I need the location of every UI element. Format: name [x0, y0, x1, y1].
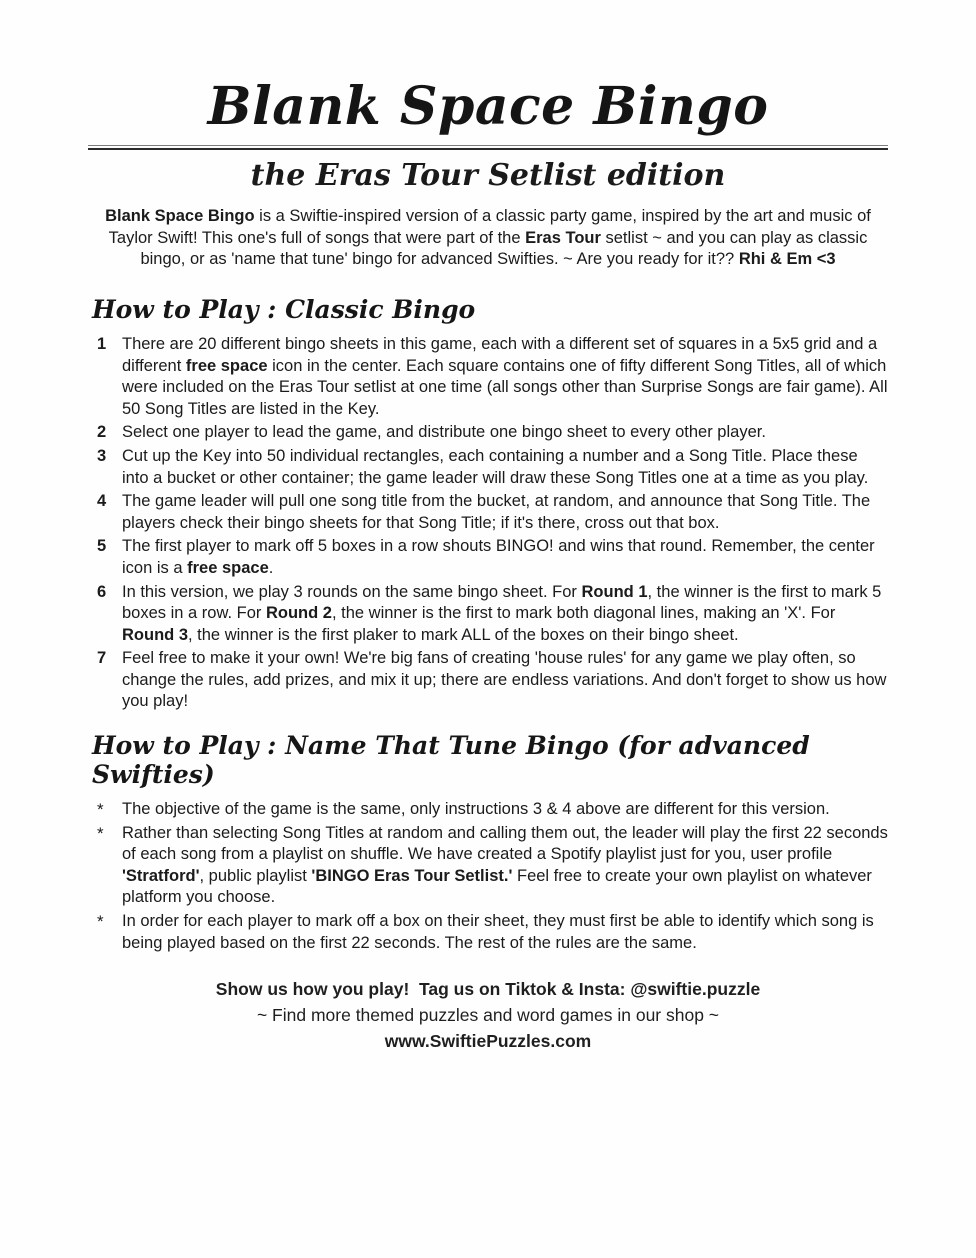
name-that-tune-instructions: [88, 799, 888, 954]
list-item-2: [88, 422, 888, 444]
item-text-7: Feel free to make it your own! We're big fans of creating 'house rules' for any game we play often, so change the rules, add prizes, and mix it up; there are endless variations. And don't forget to show us how you play!: [122, 649, 887, 711]
intro-bold-signature: Rhi & Em <3: [738, 250, 836, 269]
item1-text-pre: There are 20 different bingo sheets in this game, each with a different set of squares in a 5x5 grid and a different: [122, 334, 878, 375]
intro-text-1: is a Swiftie-inspired version of a classic party game, inspired by the art and music of Taylor Swift! This one's full of songs that were part of the: [108, 207, 871, 247]
page-title: Blank Space Bingo: [207, 76, 769, 137]
list-item-7: [88, 648, 888, 713]
item5-text-post: .: [268, 558, 274, 577]
item6-text-4: , the winner is the first plaker to mark ALL of the boxes on their bingo sheet.: [188, 625, 739, 644]
list-item-5: [88, 536, 888, 579]
list-item-4: [88, 491, 888, 534]
item-number-6: 6: [97, 582, 107, 601]
item-number-2: 2: [97, 423, 107, 442]
item-text-5: [122, 536, 888, 579]
item-text-1: [122, 334, 888, 420]
footer: [88, 976, 888, 1054]
section-heading-classic-bingo: How to Play : Classic Bingo: [92, 294, 476, 324]
item6-bold-round-3: Round 3: [122, 625, 188, 644]
item-number-1: 1: [97, 334, 107, 353]
item1-text-post: icon in the center. Each square contains one of fifty different Song Titles, all of which were included on the Eras Tour setlist at one time (all songs other than Surprise Songs are fair game). All 50 Song Titles are listed in the Key.: [122, 356, 888, 418]
footer-website-url: www.SwiftiePuzzles.com: [384, 1031, 592, 1052]
item5-text-pre: The first player to mark off 5 boxes in a row shouts BINGO! and wins that round. Remember, the center icon is a: [122, 537, 875, 577]
bullet2-text-3: Feel free to create your own playlist on whatever platform you choose.: [122, 866, 872, 907]
bullet-text-1: The objective of the game is the same, only instructions 3 & 4 above are different for this version.: [122, 800, 830, 819]
list-item-1: [88, 334, 888, 420]
item-text-2: Select one player to lead the game, and distribute one bingo sheet to every other player.: [122, 423, 766, 442]
intro-bold-game-name: Blank Space Bingo: [105, 207, 255, 226]
classic-bingo-instructions: [88, 334, 888, 713]
bullet-marker-1: *: [97, 800, 104, 820]
item6-bold-round-2: Round 2: [265, 604, 332, 623]
list-item-6: [88, 582, 888, 647]
bullet-marker-2: *: [97, 823, 104, 843]
item-text-3: Cut up the Key into 50 individual rectangles, each containing a number and a Song Title. Place these into a bucket or other container; the game leader will draw these Song Titles one at a time as you play.: [122, 446, 869, 487]
item6-text-3: , the winner is the first to mark both diagonal lines, making an 'X'. For: [331, 604, 836, 623]
item-number-3: 3: [97, 446, 107, 465]
item6-text-1: In this version, we play 3 rounds on the same bingo sheet. For: [122, 582, 582, 601]
bullet-item-1: [88, 799, 888, 821]
item6-text-2: , the winner is the first to mark 5 boxes in a row. For: [122, 582, 882, 623]
item5-bold-free-space: free space: [187, 558, 269, 577]
footer-social-line: Show us how you play! Tag us on Tiktok & Insta: @swiftie.puzzle: [215, 979, 761, 1000]
page-subtitle: the Eras Tour Setlist edition: [250, 158, 726, 194]
bullet2-bold-playlist-name: 'BINGO Eras Tour Setlist.': [311, 866, 513, 885]
title-rule: [88, 145, 888, 150]
bullet-text-3: In order for each player to mark off a box on their sheet, they must first be able to identify which song is being played based on the first 22 seconds. The rest of the rules are the same.: [122, 912, 874, 952]
item-text-4: The game leader will pull one song title from the bucket, at random, and announce that Song Title. The players check their bingo sheets for that Song Title; if it's there, cross out that box.: [122, 492, 871, 532]
item6-bold-round-1: Round 1: [581, 582, 648, 601]
bullet2-text-2: , public playlist: [199, 866, 312, 885]
intro-text-2: setlist ~ and you can play as classic bingo, or as 'name that tune' bingo for advanced Swifties. ~ Are you ready for it??: [140, 228, 868, 269]
bullet-text-2: [122, 823, 888, 909]
section-heading-name-that-tune: How to Play : Name That Tune Bingo (for advanced Swifties): [92, 731, 810, 790]
bullet-marker-3: *: [97, 912, 104, 932]
item-number-4: 4: [97, 492, 107, 511]
bullet-item-3: [88, 911, 888, 954]
intro-bold-eras-tour: Eras Tour: [525, 228, 601, 247]
bullet2-bold-stratford: 'Stratford': [122, 866, 200, 885]
item-text-6: [122, 582, 888, 647]
intro-paragraph: [99, 206, 877, 271]
item-number-7: 7: [97, 649, 107, 668]
footer-shop-line: ~ Find more themed puzzles and word games in our shop ~: [256, 1005, 720, 1026]
item1-bold-free-space: free space: [185, 356, 268, 375]
bullet2-text-1: Rather than selecting Song Titles at random and calling them out, the leader will play the first 22 seconds of each song from a playlist on shuffle. We have created a Spotify playlist just for you, user profile: [122, 823, 888, 864]
list-item-3: [88, 446, 888, 489]
item-number-5: 5: [97, 537, 107, 556]
bullet-item-2: [88, 823, 888, 909]
